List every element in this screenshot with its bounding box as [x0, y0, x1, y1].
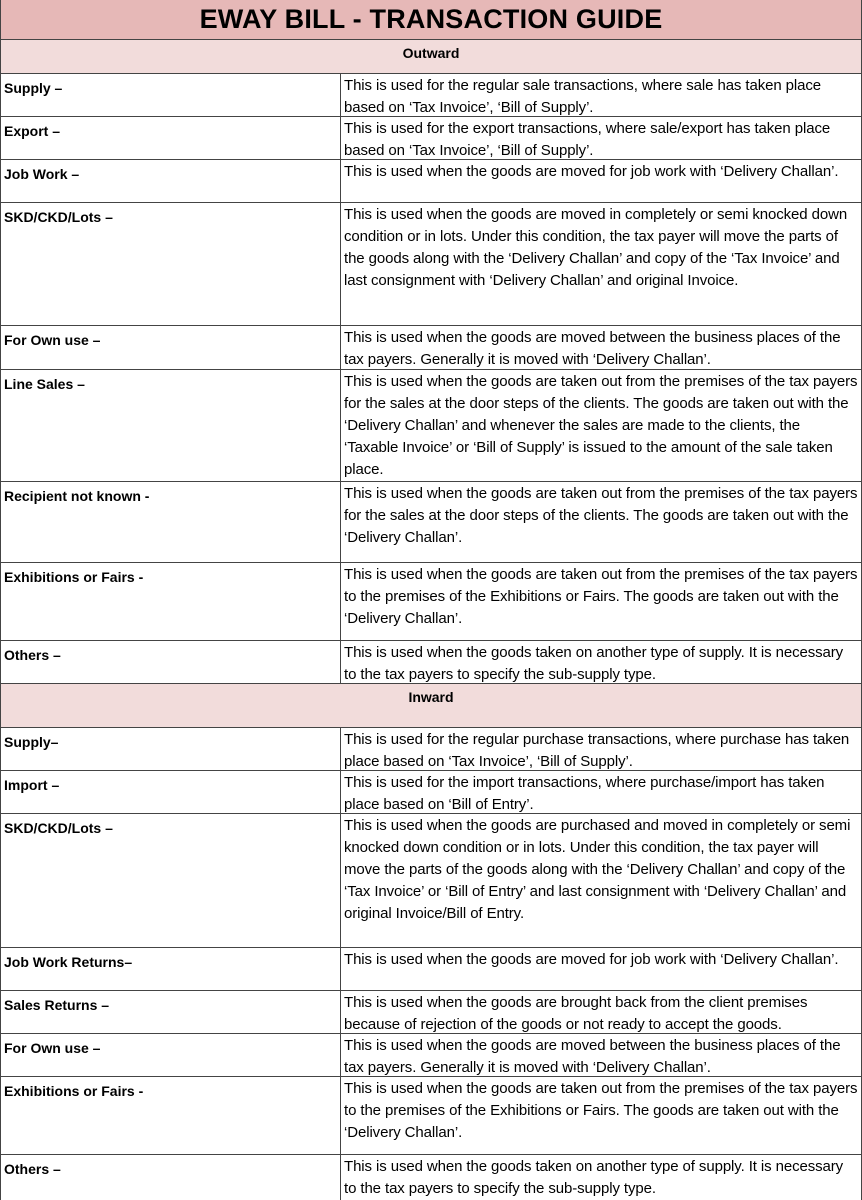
transaction-description: This is used for the export transactions, where sale/export has taken place based on ‘Tax Invoice’, ‘Bill of Supply’. — [344, 120, 831, 159]
transaction-description: This is used for the regular purchase transactions, where purchase has taken place based on ‘Tax Invoice’, ‘Bill of Supply’. — [344, 731, 850, 770]
table-row — [1, 771, 861, 814]
transaction-type-label: SKD/CKD/Lots – — [1, 814, 341, 947]
transaction-type-label: SKD/CKD/Lots – — [1, 203, 341, 325]
transaction-type-label: Job Work Returns– — [1, 948, 341, 990]
table-row — [1, 117, 861, 160]
transaction-description: This is used when the goods are taken out from the premises of the tax payers to the premises of the Exhibitions or Fairs. The goods are taken out with the ‘Delivery Challan’. — [344, 566, 858, 627]
transaction-type-label: Recipient not known - — [1, 482, 341, 562]
transaction-description: This is used when the goods are purchased and moved in completely or semi knocked down condition or in lots. Under this condition, the tax payer will move the parts of the goods along with the ‘Delivery Challan’ and copy of the ‘Tax Invoice’ or ‘Bill of Entry’ and last consignment with ‘Delivery Challan’ and original Invoice/Bill of Entry. — [344, 817, 851, 922]
transaction-description: This is used when the goods taken on another type of supply. It is necessary to the tax payers to specify the sub-supply type. — [344, 1158, 844, 1197]
transaction-type-label: Job Work – — [1, 160, 341, 202]
transaction-description: This is used when the goods are taken out from the premises of the tax payers for the sales at the door steps of the clients. The goods are taken out with the ‘Delivery Challan’. — [344, 485, 858, 546]
transaction-description: This is used when the goods are moved for job work with ‘Delivery Challan’. — [344, 951, 839, 968]
table-row — [1, 74, 861, 117]
transaction-type-label: Exhibitions or Fairs - — [1, 1077, 341, 1154]
table-row — [1, 482, 861, 563]
table-row — [1, 160, 861, 203]
table-row — [1, 948, 861, 991]
table-row — [1, 370, 861, 482]
transaction-type-label: Others – — [1, 1155, 341, 1200]
table-row — [1, 563, 861, 641]
transaction-description: This is used when the goods are taken out from the premises of the tax payers to the premises of the Exhibitions or Fairs. The goods are taken out with the ‘Delivery Challan’. — [344, 1080, 858, 1141]
table-row — [1, 641, 861, 684]
transaction-type-label: Line Sales – — [1, 370, 341, 481]
transaction-type-label: Import – — [1, 771, 341, 813]
transaction-description: This is used when the goods are moved for job work with ‘Delivery Challan’. — [344, 163, 839, 180]
transaction-type-label: For Own use – — [1, 326, 341, 369]
transaction-type-label: Exhibitions or Fairs - — [1, 563, 341, 640]
transaction-type-label: For Own use – — [1, 1034, 341, 1076]
table-row — [1, 203, 861, 326]
table-row — [1, 728, 861, 771]
transaction-description: This is used when the goods are moved in completely or semi knocked down condition or in lots. Under this condition, the tax payer will move the parts of the goods along with the ‘Delivery Challan’ and copy of the ‘Tax Invoice’ and last consignment with ‘Delivery Challan’ and original Invoice. — [344, 206, 848, 289]
transaction-description: This is used when the goods are brought back from the client premises because of rejection of the goods or not ready to accept the goods. — [344, 994, 808, 1033]
transaction-description: This is used when the goods are moved between the business places of the tax payers. Generally it is moved with ‘Delivery Challan’. — [344, 1037, 841, 1076]
table-row — [1, 1077, 861, 1155]
transaction-type-label: Others – — [1, 641, 341, 683]
table-row — [1, 814, 861, 948]
transaction-type-label: Supply – — [1, 74, 341, 116]
section-header-outward: Outward — [1, 40, 861, 74]
table-row — [1, 1155, 861, 1200]
section-header-inward: Inward — [1, 684, 861, 728]
transaction-type-label: Supply– — [1, 728, 341, 770]
transaction-type-label: Sales Returns – — [1, 991, 341, 1033]
table-row — [1, 991, 861, 1034]
table-row — [1, 326, 861, 370]
transaction-description: This is used when the goods are moved between the business places of the tax payers. Generally it is moved with ‘Delivery Challan’. — [344, 329, 841, 368]
transaction-description: This is used for the regular sale transactions, where sale has taken place based on ‘Tax Invoice’, ‘Bill of Supply’. — [344, 77, 822, 116]
transaction-description: This is used when the goods taken on another type of supply. It is necessary to the tax payers to specify the sub-supply type. — [344, 644, 844, 683]
transaction-type-label: Export – — [1, 117, 341, 159]
transaction-description: This is used for the import transactions, where purchase/import has taken place based on ‘Bill of Entry’. — [344, 774, 825, 813]
table-row — [1, 1034, 861, 1077]
transaction-description: This is used when the goods are taken out from the premises of the tax payers for the sales at the door steps of the clients. The goods are taken out with the ‘Delivery Challan’ and whenever the sales are made to the clients, the ‘Taxable Invoice’ or ‘Bill of Supply’ is issued to the amount of the sale taken place. — [344, 373, 858, 478]
page-title: EWAY BILL - TRANSACTION GUIDE — [1, 0, 861, 40]
